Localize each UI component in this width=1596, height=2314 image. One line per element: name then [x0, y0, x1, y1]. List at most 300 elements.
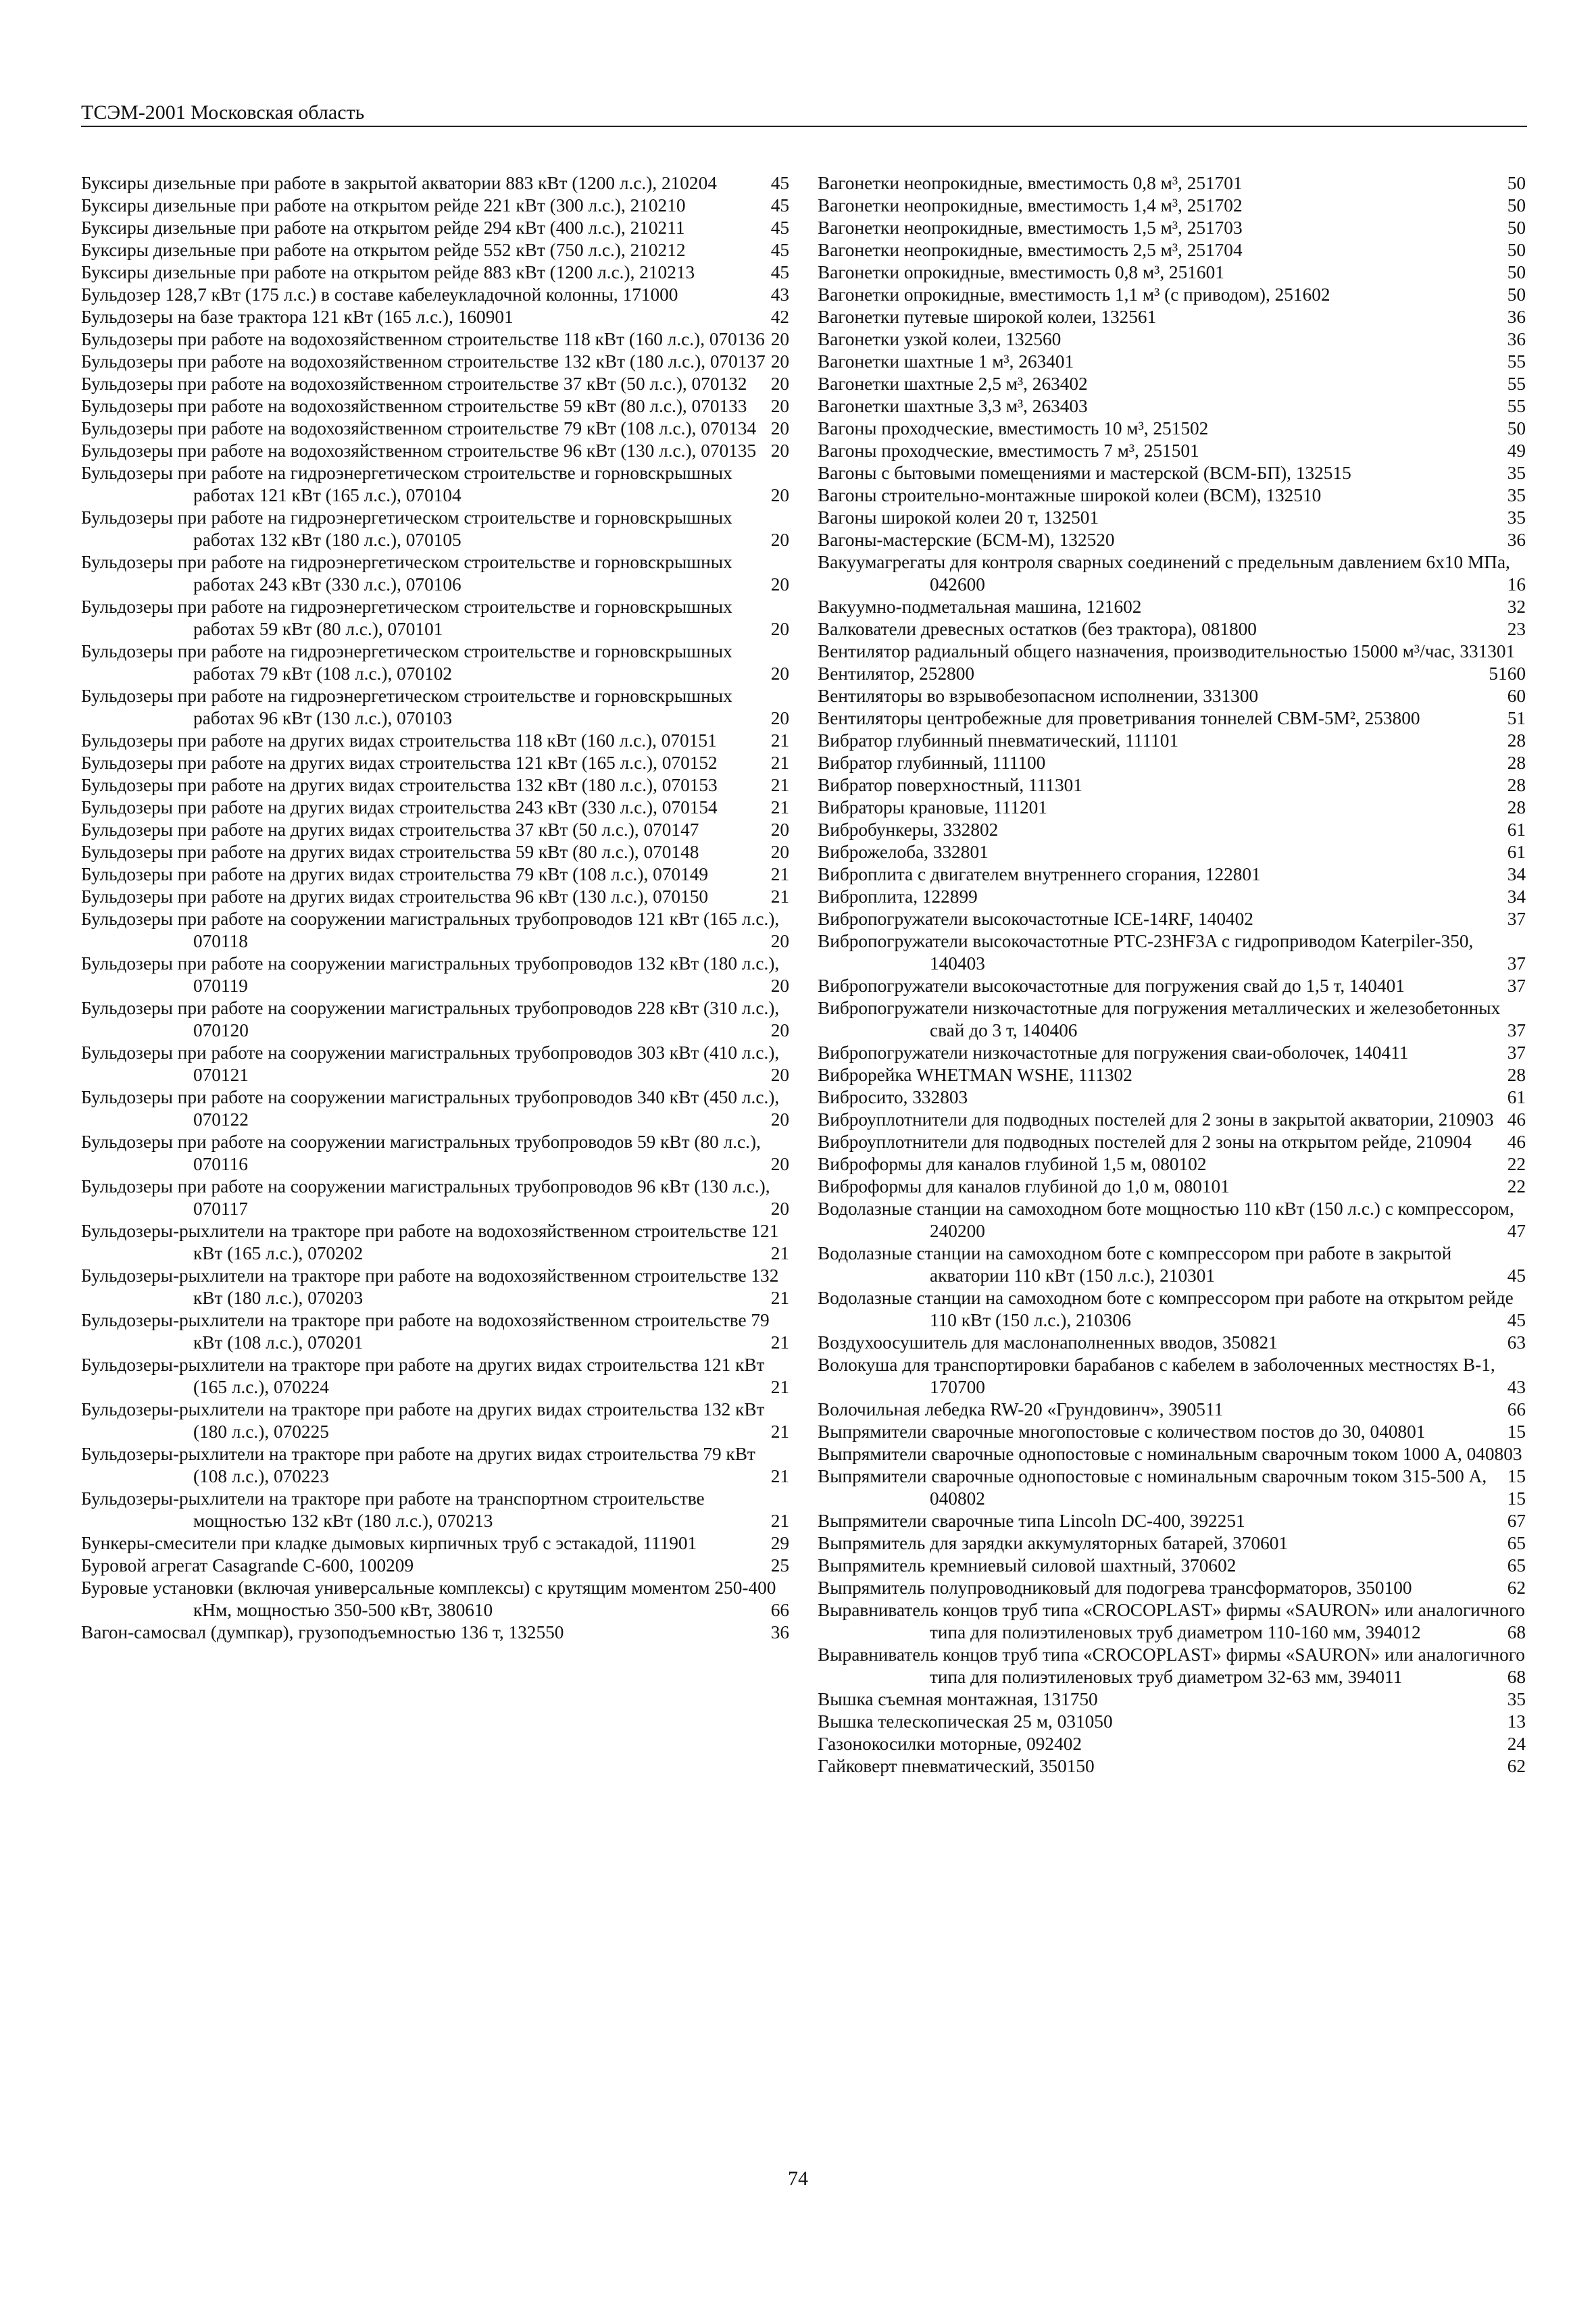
- index-column-left: [81, 172, 789, 1644]
- index-entry-page: 20: [770, 976, 789, 996]
- index-entry: [818, 1399, 1526, 1421]
- index-entry: [818, 1153, 1526, 1176]
- index-entry: [818, 797, 1526, 819]
- index-entry-text: Виброуплотнители для подводных постелей для 2 зоны в закрытой акватории, 210903: [818, 1109, 1494, 1130]
- index-entry: [818, 1711, 1526, 1733]
- index-entry: [818, 618, 1526, 640]
- index-entry-page: 20: [770, 931, 789, 951]
- index-entry-text: Водолазные станции на самоходном боте с компрессором при работе на открытом рейде 110 кВт (150 л.с.), 210306: [818, 1288, 1514, 1330]
- index-entry-page: 62: [1507, 1578, 1526, 1598]
- index-entry: [818, 1131, 1526, 1153]
- index-entry: [818, 685, 1526, 707]
- page-number: 74: [788, 2167, 808, 2190]
- index-entry-page: 20: [770, 1154, 789, 1174]
- index-entry: [818, 261, 1526, 284]
- index-entry-text: Вагоны с бытовыми помещениями и мастерской (ВСМ-БП), 132515: [818, 463, 1351, 483]
- index-entry-page: 36: [1507, 329, 1526, 349]
- index-entry: [81, 373, 789, 395]
- index-entry-text: Буксиры дизельные при работе на открытом рейде 294 кВт (400 л.с.), 210211: [81, 218, 685, 238]
- index-entry-page: 60: [1507, 663, 1526, 684]
- index-entry-text: Виброформы для каналов глубиной 1,5 м, 080102: [818, 1154, 1207, 1174]
- index-entry-page: 23: [1507, 619, 1526, 639]
- index-entry-text: Буксиры дизельные при работе на открытом рейде 221 кВт (300 л.с.), 210210: [81, 195, 686, 216]
- index-entry: [81, 863, 789, 886]
- index-entry-page: 20: [770, 842, 789, 862]
- index-entry-text: Гайковерт пневматический, 350150: [818, 1756, 1095, 1776]
- index-entry: [81, 261, 789, 284]
- index-entry-page: 20: [770, 374, 789, 394]
- index-entry-text: Бульдозеры-рыхлители на тракторе при работе на водохозяйственном строительстве 132 кВт (180 л.с.), 070203: [81, 1265, 779, 1308]
- index-entry-page: 20: [770, 441, 789, 461]
- index-entry-text: Бульдозеры при работе на других видах строительства 243 кВт (330 л.с.), 070154: [81, 797, 718, 818]
- index-entry-text: Бульдозеры при работе на водохозяйственном строительстве 79 кВт (108 л.с.), 070134: [81, 418, 757, 438]
- index-entry-page: 50: [1507, 173, 1526, 193]
- index-entry-page: 20: [770, 1020, 789, 1040]
- index-entry: [81, 440, 789, 462]
- index-entry-page: 28: [1507, 797, 1526, 818]
- index-entry: [81, 685, 789, 730]
- index-entry: [818, 351, 1526, 373]
- index-entry: [81, 1220, 789, 1265]
- index-entry-text: Вибропогружатели низкочастотные для погружения сваи-оболочек, 140411: [818, 1042, 1409, 1063]
- index-entry-text: Вибратор глубинный пневматический, 111101: [818, 730, 1179, 751]
- index-entry-page: 21: [770, 730, 789, 751]
- index-entry: [81, 997, 789, 1042]
- index-entry: [818, 239, 1526, 261]
- index-entry-text: Выпрямители сварочные типа Lincoln DC-400, 392251: [818, 1511, 1245, 1531]
- index-entry-text: Выпрямители сварочные однопостовые с номинальным сварочным током 1000 А, 040803: [818, 1444, 1522, 1464]
- index-entry-page: 62: [1507, 1756, 1526, 1776]
- index-entry-text: Виброжелоба, 332801: [818, 842, 989, 862]
- index-entry-text: Вибратор поверхностный, 111301: [818, 775, 1082, 795]
- index-entry-page: 50: [1507, 218, 1526, 238]
- index-entry-page: 45: [1507, 1265, 1526, 1286]
- index-entry-text: Бульдозеры при работе на других видах строительства 96 кВт (130 л.с.), 070150: [81, 886, 709, 907]
- index-entry-text: Бульдозеры при работе на водохозяйственном строительстве 96 кВт (130 л.с.), 070135: [81, 441, 757, 461]
- index-entry: [81, 551, 789, 596]
- index-entry-text: Выравниватель концов труб типа «CROCOPLAST» фирмы «SAURON» или аналогичного типа для полиэтиленовых труб диаметром 110-160 мм, 394012: [818, 1600, 1525, 1642]
- index-entry-page: 16: [1507, 574, 1526, 595]
- index-entry-page: 63: [1507, 1332, 1526, 1353]
- index-entry-text: Бульдозеры при работе на водохозяйственном строительстве 132 кВт (180 л.с.), 070137: [81, 351, 766, 372]
- index-entry-page: 36: [1507, 307, 1526, 327]
- index-entry: [81, 284, 789, 306]
- index-entry-page: 21: [770, 1332, 789, 1353]
- index-entry-page: 20: [770, 351, 789, 372]
- index-entry-page: 50: [1507, 284, 1526, 305]
- index-entry-page: 20: [770, 329, 789, 349]
- index-entry-text: Газонокосилки моторные, 092402: [818, 1734, 1082, 1754]
- index-entry-text: Вибропогружатели высокочастотные ICE-14RF, 140402: [818, 909, 1253, 929]
- index-entry-page: 61: [1507, 820, 1526, 840]
- index-entry-page: 21: [770, 753, 789, 773]
- index-entry-page: 51: [1489, 663, 1507, 684]
- index-entry-text: Бульдозеры-рыхлители на тракторе при работе на водохозяйственном строительстве 79 кВт (108 л.с.), 070201: [81, 1310, 770, 1353]
- index-entry: [818, 172, 1526, 195]
- index-entry-text: Бульдозеры-рыхлители на тракторе при работе на других видах строительства 121 кВт (165 л.с.), 070224: [81, 1355, 765, 1397]
- index-entry: [818, 930, 1526, 975]
- index-entry-page: 47: [1507, 1221, 1526, 1241]
- index-entry-text: Бульдозеры при работе на гидроэнергетическом строительстве и горновскрышных работах 79 кВт (108 л.с.), 070102: [81, 641, 732, 684]
- index-entry: [81, 1555, 789, 1577]
- index-entry-page: 28: [1507, 753, 1526, 773]
- index-entry-page: 50: [1507, 195, 1526, 216]
- index-entry-text: Вагонетки опрокидные, вместимость 1,1 м³ (с приводом), 251602: [818, 284, 1330, 305]
- index-entry: [81, 239, 789, 261]
- index-entry-page: 45: [770, 240, 789, 260]
- index-entry-text: Вагонетки неопрокидные, вместимость 2,5 м³, 251704: [818, 240, 1243, 260]
- index-entry: [818, 1577, 1526, 1599]
- index-entry-page: 37: [1507, 953, 1526, 974]
- index-entry-page: 36: [770, 1622, 789, 1642]
- index-entry: [818, 507, 1526, 529]
- index-entry: [818, 217, 1526, 239]
- index-entry-page: 20: [770, 708, 789, 728]
- index-entry-page: 35: [1507, 485, 1526, 505]
- index-entry-page: 68: [1507, 1622, 1526, 1642]
- index-entry-text: Вагоны проходческие, вместимость 7 м³, 251501: [818, 441, 1199, 461]
- index-entry: [818, 975, 1526, 997]
- index-entry-page: 45: [770, 195, 789, 216]
- index-entry-page: 28: [1507, 730, 1526, 751]
- index-entry-text: Бункеры-смесители при кладке дымовых кирпичных труб с эстакадой, 111901: [81, 1533, 697, 1553]
- index-entry: [818, 1176, 1526, 1198]
- index-entry-text: Бульдозеры при работе на гидроэнергетическом строительстве и горновскрышных работах 132 кВт (180 л.с.), 070105: [81, 507, 732, 550]
- index-entry: [818, 1555, 1526, 1577]
- index-entry-page: 35: [1507, 507, 1526, 528]
- index-entry: [818, 440, 1526, 462]
- index-entry-text: Вагонетки шахтные 1 м³, 263401: [818, 351, 1074, 372]
- index-entry-page: 21: [770, 1422, 789, 1442]
- index-entry-page: 21: [770, 1243, 789, 1263]
- index-entry: [81, 841, 789, 863]
- index-entry-text: Вибратор глубинный, 111100: [818, 753, 1046, 773]
- index-entry: [81, 1309, 789, 1354]
- index-entry: [818, 1465, 1526, 1510]
- index-entry: [81, 418, 789, 440]
- index-entry: [81, 1621, 789, 1644]
- index-entry-page: 22: [1507, 1176, 1526, 1197]
- index-entry-text: Буксиры дизельные при работе на открытом рейде 552 кВт (750 л.с.), 210212: [81, 240, 686, 260]
- index-entry-page: 20: [770, 1065, 789, 1085]
- index-entry-text: Бульдозеры-рыхлители на тракторе при работе на транспортном строительстве мощностью 132 кВт (180 л.с.), 070213: [81, 1488, 705, 1531]
- index-entry-page: 20: [770, 530, 789, 550]
- index-entry: [818, 1042, 1526, 1064]
- index-entry-text: Бульдозеры при работе на сооружении магистральных трубопроводов 228 кВт (310 л.с.), 070120: [81, 998, 780, 1040]
- index-entry: [81, 1042, 789, 1086]
- index-entry-text: Вакуумно-подметальная машина, 121602: [818, 597, 1142, 617]
- index-entry-text: Бульдозеры-рыхлители на тракторе при работе на других видах строительства 79 кВт (108 л.с.), 070223: [81, 1444, 755, 1486]
- header-title: ТСЭМ-2001 Московская область: [81, 101, 365, 124]
- index-entry-page: 42: [770, 307, 789, 327]
- index-entry-text: Вентиляторы центробежные для проветривания тоннелей СВМ-5М², 253800: [818, 708, 1420, 728]
- index-entry-text: Вибропогружатели низкочастотные для погружения металлических и железобетонных свай до 3 т, 140406: [818, 998, 1501, 1040]
- index-entry: [818, 551, 1526, 596]
- index-entry-text: Бульдозеры при работе на сооружении магистральных трубопроводов 121 кВт (165 л.с.), 070118: [81, 909, 780, 951]
- index-entry-page: 13: [1507, 1711, 1526, 1732]
- index-entry: [81, 774, 789, 797]
- index-entry-page: 28: [1507, 775, 1526, 795]
- index-entry-page: 55: [1507, 351, 1526, 372]
- index-entry: [818, 819, 1526, 841]
- index-entry-text: Буровые установки (включая универсальные комплексы) с крутящим моментом 250-400 кНм, мощностью 350-500 кВт, 380610: [81, 1578, 776, 1620]
- index-entry: [818, 395, 1526, 418]
- index-entry-page: 20: [770, 1199, 789, 1219]
- index-entry-text: Вентиляторы во взрывобезопасном исполнении, 331300: [818, 686, 1259, 706]
- index-entry-page: 35: [1507, 1689, 1526, 1709]
- index-entry-page: 28: [1507, 1065, 1526, 1085]
- index-entry-text: Выпрямители сварочные многопостовые с количеством постов до 30, 040801: [818, 1422, 1426, 1442]
- index-entry-text: Вагон-самосвал (думпкар), грузоподъемностью 136 т, 132550: [81, 1622, 564, 1642]
- index-entry-text: Бульдозеры при работе на сооружении магистральных трубопроводов 303 кВт (410 л.с.), 070121: [81, 1042, 780, 1085]
- index-entry-text: Бульдозеры при работе на других видах строительства 79 кВт (108 л.с.), 070149: [81, 864, 709, 884]
- index-entry-text: Бульдозеры-рыхлители на тракторе при работе на других видах строительства 132 кВт (180 л.с.), 070225: [81, 1399, 765, 1442]
- index-entry-text: Бульдозеры при работе на водохозяйственном строительстве 37 кВт (50 л.с.), 070132: [81, 374, 747, 394]
- index-entry: [818, 462, 1526, 484]
- index-entry-text: Волочильная лебедка RW-20 «Грундовинч», 390511: [818, 1399, 1224, 1419]
- index-entry-text: Виброплита, 122899: [818, 886, 978, 907]
- index-entry-page: 21: [770, 1466, 789, 1486]
- index-entry-page: 15: [1507, 1466, 1526, 1486]
- index-entry: [81, 217, 789, 239]
- index-entry: [818, 752, 1526, 774]
- index-entry-text: Вагонетки опрокидные, вместимость 0,8 м³, 251601: [818, 262, 1224, 282]
- index-entry-text: Бульдозеры при работе на гидроэнергетическом строительстве и горновскрышных работах 243 кВт (330 л.с.), 070106: [81, 552, 732, 595]
- index-entry-page: 45: [770, 218, 789, 238]
- index-entry: [818, 195, 1526, 217]
- index-entry-page: 45: [770, 262, 789, 282]
- index-entry-text: Вагонетки путевые широкой колеи, 132561: [818, 307, 1157, 327]
- index-entry-text: Бульдозеры при работе на других видах строительства 121 кВт (165 л.с.), 070152: [81, 753, 718, 773]
- index-entry: [818, 863, 1526, 886]
- index-entry: [818, 841, 1526, 863]
- index-entry: [818, 1332, 1526, 1354]
- index-entry-page: 20: [770, 1109, 789, 1130]
- index-entry-page: 55: [1507, 396, 1526, 416]
- index-entry-text: Вибросито, 332803: [818, 1087, 968, 1107]
- index-entry-page: 35: [1507, 463, 1526, 483]
- index-entry-page: 15: [1507, 1488, 1526, 1509]
- index-entry-text: Вибропогружатели высокочастотные для погружения свай до 1,5 т, 140401: [818, 976, 1405, 996]
- index-entry-page: 21: [770, 1377, 789, 1397]
- index-entry-text: Бульдозеры при работе на сооружении магистральных трубопроводов 340 кВт (450 л.с.), 070122: [81, 1087, 780, 1130]
- index-entry: [81, 1577, 789, 1621]
- index-entry-text: Бульдозеры при работе на других видах строительства 118 кВт (160 л.с.), 070151: [81, 730, 717, 751]
- index-entry-text: Бульдозеры при работе на сооружении магистральных трубопроводов 132 кВт (180 л.с.), 070119: [81, 953, 780, 996]
- index-entry-text: Вакуумагрегаты для контроля сварных соединений с предельным давлением 6x10 МПа, 042600: [818, 552, 1510, 595]
- index-entry-text: Выпрямитель кремниевый силовой шахтный, 370602: [818, 1555, 1237, 1576]
- index-entry-page: 21: [770, 1288, 789, 1308]
- index-entry-text: Вентилятор, 252800: [818, 663, 975, 684]
- index-entry-page: 37: [1507, 909, 1526, 929]
- index-entry-text: Выпрямители сварочные однопостовые с номинальным сварочным током 315-500 А, 040802: [818, 1466, 1487, 1509]
- index-entry-page: 20: [770, 663, 789, 684]
- index-entry-page: 65: [1507, 1555, 1526, 1576]
- index-entry: [81, 819, 789, 841]
- index-entry: [818, 1354, 1526, 1399]
- index-entry-page: 34: [1507, 864, 1526, 884]
- index-entry-text: Вагонетки неопрокидные, вместимость 1,5 м³, 251703: [818, 218, 1243, 238]
- index-entry-page: 55: [1507, 374, 1526, 394]
- index-entry-text: Вагоны проходческие, вместимость 10 м³, 251502: [818, 418, 1209, 438]
- index-entry-text: Волокуша для транспортировки барабанов с кабелем в заболоченных местностях В-1, 170700: [818, 1355, 1495, 1397]
- index-entry: [818, 1242, 1526, 1287]
- index-entry: [81, 306, 789, 328]
- index-entry-text: Водолазные станции на самоходном боте с компрессором при работе в закрытой акватории 110 кВт (150 л.с.), 210301: [818, 1243, 1452, 1286]
- index-entry-text: Вагонетки шахтные 2,5 м³, 263402: [818, 374, 1088, 394]
- index-entry-text: Водолазные станции на самоходном боте мощностью 110 кВт (150 л.с.) с компрессором, 240200: [818, 1199, 1514, 1241]
- index-entry-page: 61: [1507, 842, 1526, 862]
- index-entry-page: 60: [1507, 686, 1526, 706]
- index-entry-page: 51: [1507, 708, 1526, 728]
- index-entry-text: Виброуплотнители для подводных постелей для 2 зоны на открытом рейде, 210904: [818, 1132, 1472, 1152]
- index-entry-text: Выравниватель концов труб типа «CROCOPLAST» фирмы «SAURON» или аналогичного типа для полиэтиленовых труб диаметром 32-63 мм, 394011: [818, 1644, 1525, 1687]
- index-entry-page: 20: [770, 820, 789, 840]
- index-entry-text: Вагонетки неопрокидные, вместимость 1,4 м³, 251702: [818, 195, 1243, 216]
- index-entry-text: Буксиры дизельные при работе на открытом рейде 883 кВт (1200 л.с.), 210213: [81, 262, 695, 282]
- index-entry-page: 21: [770, 886, 789, 907]
- index-entry-page: 61: [1507, 1087, 1526, 1107]
- index-entry-text: Бульдозеры-рыхлители на тракторе при работе на водохозяйственном строительстве 121 кВт (165 л.с.), 070202: [81, 1221, 779, 1263]
- index-entry: [818, 908, 1526, 930]
- index-entry: [818, 373, 1526, 395]
- index-entry: [81, 1443, 789, 1488]
- index-entry-page: 37: [1507, 1020, 1526, 1040]
- index-entry-page: 37: [1507, 1042, 1526, 1063]
- index-entry-text: Виброформы для каналов глубиной до 1,0 м, 080101: [818, 1176, 1230, 1197]
- index-entry-text: Выпрямитель полупроводниковый для подогрева трансформаторов, 350100: [818, 1578, 1412, 1598]
- index-entry-text: Вагонетки узкой колеи, 132560: [818, 329, 1062, 349]
- index-entry-text: Бульдозеры при работе на гидроэнергетическом строительстве и горновскрышных работах 96 кВт (130 л.с.), 070103: [81, 686, 732, 728]
- index-entry: [818, 1443, 1526, 1486]
- index-entry: [81, 1086, 789, 1131]
- index-entry-text: Бульдозеры при работе на сооружении магистральных трубопроводов 59 кВт (80 л.с.), 070116: [81, 1132, 761, 1174]
- index-entry: [81, 195, 789, 217]
- index-entry-page: 29: [770, 1533, 789, 1553]
- index-entry: [818, 707, 1526, 730]
- index-entry: [818, 774, 1526, 797]
- index-entry-page: 46: [1507, 1109, 1526, 1130]
- index-entry-page: 20: [770, 418, 789, 438]
- index-entry-text: Вышка съемная монтажная, 131750: [818, 1689, 1098, 1709]
- index-entry-text: Вагоны-мастерские (БСМ-М), 132520: [818, 530, 1115, 550]
- index-entry: [81, 797, 789, 819]
- index-entry: [818, 306, 1526, 328]
- index-entry: [818, 418, 1526, 440]
- index-entry: [81, 1399, 789, 1443]
- index-entry-page: 20: [770, 574, 789, 595]
- index-entry-text: Бульдозер 128,7 кВт (175 л.с.) в составе кабелеукладочной колонны, 171000: [81, 284, 678, 305]
- index-entry: [81, 351, 789, 373]
- index-entry-page: 21: [770, 1511, 789, 1531]
- index-entry-page: 50: [1507, 262, 1526, 282]
- index-entry-page: 65: [1507, 1533, 1526, 1553]
- index-entry-page: 20: [770, 485, 789, 505]
- running-header: [81, 101, 1527, 127]
- index-entry-text: Вибропогружатели высокочастотные PTC-23HF3A с гидроприводом Katerpiler-350, 140403: [818, 931, 1474, 974]
- index-entry-text: Воздухоосушитель для маслонаполненных вводов, 350821: [818, 1332, 1278, 1353]
- index-entry-page: 34: [1507, 886, 1526, 907]
- index-entry: [818, 663, 1526, 685]
- index-entry: [81, 172, 789, 195]
- index-entry: [818, 1198, 1526, 1242]
- index-entry: [81, 1354, 789, 1399]
- index-column-right: [818, 172, 1526, 1778]
- index-entry-text: Бульдозеры при работе на водохозяйственном строительстве 59 кВт (80 л.с.), 070133: [81, 396, 747, 416]
- index-entry-text: Вышка телескопическая 25 м, 031050: [818, 1711, 1113, 1732]
- index-entry-text: Бульдозеры при работе на других видах строительства 132 кВт (180 л.с.), 070153: [81, 775, 718, 795]
- index-entry: [818, 1421, 1526, 1443]
- index-entry: [818, 484, 1526, 507]
- index-entry-page: 45: [1507, 1310, 1526, 1330]
- index-entry: [818, 284, 1526, 306]
- index-entry-page: 21: [770, 775, 789, 795]
- index-entry: [818, 730, 1526, 752]
- index-entry-text: Бульдозеры при работе на других видах строительства 37 кВт (50 л.с.), 070147: [81, 820, 699, 840]
- index-entry-page: 46: [1507, 1132, 1526, 1152]
- index-entry-page: 36: [1507, 530, 1526, 550]
- index-entry: [81, 1131, 789, 1176]
- index-entry: [818, 1644, 1526, 1688]
- index-entry: [818, 1599, 1526, 1644]
- index-entry-text: Выпрямитель для зарядки аккумуляторных батарей, 370601: [818, 1533, 1289, 1553]
- index-entry-text: Виброплита с двигателем внутреннего сгорания, 122801: [818, 864, 1261, 884]
- index-entry-page: 21: [770, 864, 789, 884]
- index-entry-page: 45: [770, 173, 789, 193]
- index-entry: [818, 1532, 1526, 1555]
- index-entry-page: 20: [770, 619, 789, 639]
- index-entry-page: 66: [1507, 1399, 1526, 1419]
- index-entry-page: 37: [1507, 976, 1526, 996]
- index-entry-text: Виброрейка WHETMAN WSHE, 111302: [818, 1065, 1132, 1085]
- index-entry-text: Валкователи древесных остатков (без трактора), 081800: [818, 619, 1257, 639]
- index-entry-text: Бульдозеры при работе на гидроэнергетическом строительстве и горновскрышных работах 121 кВт (165 л.с.), 070104: [81, 463, 732, 505]
- index-entry-page: 20: [770, 396, 789, 416]
- index-entry: [81, 730, 789, 752]
- index-entry-text: Бульдозеры при работе на гидроэнергетическом строительстве и горновскрышных работах 59 кВт (80 л.с.), 070101: [81, 597, 732, 639]
- index-entry: [818, 328, 1526, 351]
- index-entry-text: Вагоны строительно-монтажные широкой колеи (ВСМ), 132510: [818, 485, 1322, 505]
- index-entry-text: Бульдозеры при работе на других видах строительства 59 кВт (80 л.с.), 070148: [81, 842, 699, 862]
- index-entry: [818, 1510, 1526, 1532]
- index-entry: [81, 752, 789, 774]
- index-entry: [818, 596, 1526, 618]
- index-entry-page: 43: [1507, 1377, 1526, 1397]
- index-entry: [818, 886, 1526, 908]
- index-entry-text: Буксиры дизельные при работе в закрытой акватории 883 кВт (1200 л.с.), 210204: [81, 173, 717, 193]
- index-entry-page: 68: [1507, 1667, 1526, 1687]
- index-entry-page: 50: [1507, 240, 1526, 260]
- index-entry-page: 32: [1507, 597, 1526, 617]
- index-entry-text: Вибраторы крановые, 111201: [818, 797, 1047, 818]
- index-entry: [818, 529, 1526, 551]
- index-entry-page: 24: [1507, 1734, 1526, 1754]
- index-entry-page: 66: [770, 1600, 789, 1620]
- index-entry-text: Бульдозеры при работе на сооружении магистральных трубопроводов 96 кВт (130 л.с.), 070117: [81, 1176, 770, 1219]
- index-entry: [818, 997, 1526, 1042]
- index-entry-page: 15: [1507, 1422, 1526, 1442]
- index-entry-text: Бульдозеры при работе на водохозяйственном строительстве 118 кВт (160 л.с.), 070136: [81, 329, 765, 349]
- index-entry: [81, 395, 789, 418]
- index-entry-text: Вибробункеры, 332802: [818, 820, 999, 840]
- index-entry: [81, 328, 789, 351]
- index-entry: [818, 1086, 1526, 1109]
- index-entry-text: Вагоны широкой колеи 20 т, 132501: [818, 507, 1099, 528]
- index-entry: [81, 1265, 789, 1309]
- index-entry: [818, 1064, 1526, 1086]
- index-entry: [818, 1733, 1526, 1755]
- index-entry: [81, 1532, 789, 1555]
